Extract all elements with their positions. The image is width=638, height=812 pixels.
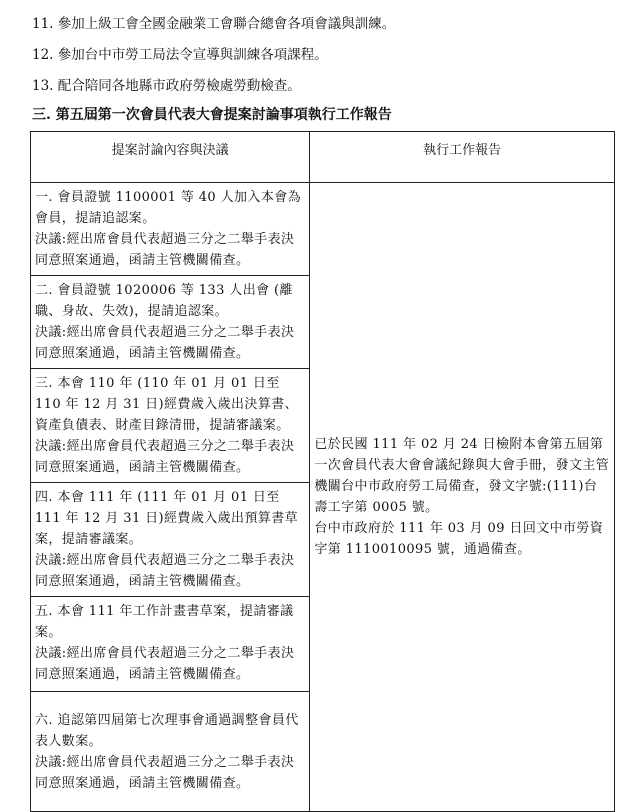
resolution-text: 決議:經出席會員代表超過三分之二舉手表決同意照案通過，函請主管機關備查。 xyxy=(35,325,295,361)
proposal-text: 五. 本會 111 年工作計畫書草案，提請審議案。 xyxy=(35,604,294,640)
proposal-cell xyxy=(31,692,310,812)
proposal-cell xyxy=(31,483,310,597)
resolution-text: 決議:經出席會員代表超過三分之二舉手表決同意照案通過，函請主管機關備查。 xyxy=(35,439,295,475)
resolution-text: 決議:經出席會員代表超過三分之二舉手表決同意照案通過，函請主管機關備查。 xyxy=(35,553,295,589)
list-item-13: 13. 配合陪同各地縣市政府勞檢處勞動檢查。 xyxy=(32,78,301,94)
proposal-table xyxy=(30,131,615,812)
proposal-text: 二. 會員證號 1020006 等 133 人出會 (離職、身故、失效)，提請追認案。 xyxy=(35,283,293,319)
proposal-text: 一. 會員證號 1100001 等 40 人加入本會為會員，提請追認案。 xyxy=(35,190,302,226)
header-execution-report: 執行工作報告 xyxy=(310,132,615,183)
proposal-cell xyxy=(31,276,310,369)
proposal-text: 六. 追認第四屆第七次理事會通過調整會員代表人數案。 xyxy=(35,713,299,749)
report-paragraph: 台中市政府於 111 年 03 月 09 日回文中市勞資字第 1110010095 號，通過備查。 xyxy=(314,521,604,557)
resolution-text: 決議:經出席會員代表超過三分之二舉手表決同意照案通過，函請主管機關備查。 xyxy=(35,232,295,268)
table-header-row xyxy=(31,132,615,183)
list-item-12: 12. 參加台中市勞工局法令宣導與訓練各項課程。 xyxy=(32,47,328,63)
proposal-cell xyxy=(31,597,310,692)
list-item-11: 11. 參加上級工會全國金融業工會聯合總會各項會議與訓練。 xyxy=(32,16,396,32)
proposal-cell xyxy=(31,183,310,276)
proposal-cell xyxy=(31,369,310,483)
header-proposal-content: 提案討論內容與決議 xyxy=(31,132,310,183)
section-title: 三. 第五屆第一次會員代表大會提案討論事項執行工作報告 xyxy=(32,107,392,123)
table-row xyxy=(31,183,615,276)
proposal-text: 四. 本會 111 年 (111 年 01 月 01 日至 111 年 12 月 31 日)經費歲入歲出預算書草案，提請審議案。 xyxy=(35,490,299,547)
report-paragraph: 已於民國 111 年 02 月 24 日檢附本會第五屆第一次會員代表大會會議紀錄與大會手冊，發文主管機關台中市政府勞工局備查，發文字號:(111)台壽工字第 0005 號。 xyxy=(314,437,610,515)
proposal-text: 三. 本會 110 年 (110 年 01 月 01 日至 110 年 12 月 31 日)經費歲入歲出決算書、資產負債表、財產目錄清冊，提請審議案。 xyxy=(35,376,299,433)
resolution-text: 決議:經出席會員代表超過三分之二舉手表決同意照案通過，函請主管機關備查。 xyxy=(35,755,295,791)
execution-report-cell xyxy=(310,183,615,812)
resolution-text: 決議:經出席會員代表超過三分之二舉手表決同意照案通過，函請主管機關備查。 xyxy=(35,646,295,682)
